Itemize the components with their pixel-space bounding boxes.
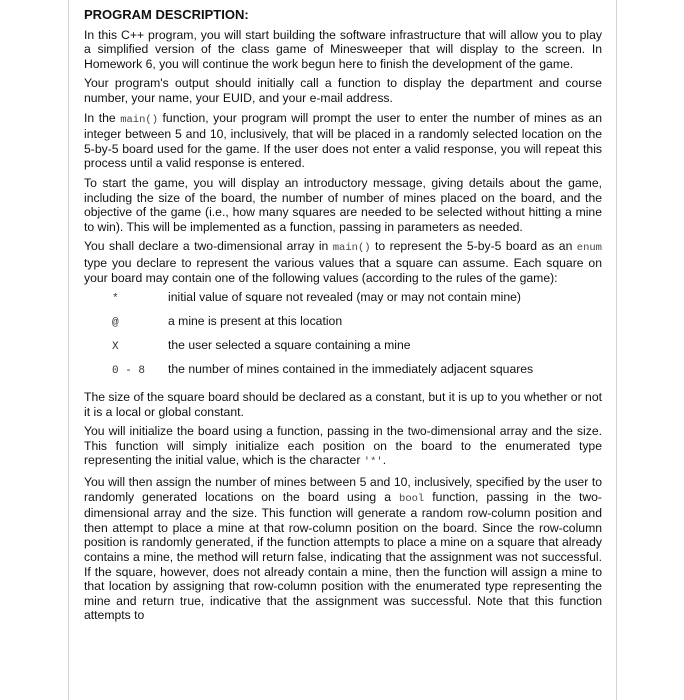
code-main: main() (332, 242, 371, 255)
legend-description: the number of mines contained in the immediately adjacent squares (168, 362, 534, 377)
legend-description: initial value of square not revealed (may or may not contain mine) (168, 290, 521, 305)
paragraph-output: Your program's output should initially call a function to display the department and course number, your name, your EUID, and your e-mail address. (84, 76, 602, 105)
page-border-left (68, 0, 69, 700)
page-border-right (616, 0, 617, 700)
legend-symbol: X (112, 341, 119, 354)
text: You will initialize the board using a function, passing in the two-dimensional array and the size. This function will simply initialize each position on the board to the enumerated type representing the initial value, which is the character (84, 424, 602, 468)
text: You will then assign the number of mines between 5 and 10, inclusively, specified by the user to randomly generated locations on the board using a (84, 475, 602, 504)
paragraph-intro: In this C++ program, you will start building the software infrastructure that will allow you to play a simplified version of the class game of Minesweeper that will display to the screen. In Homework 6, you will continue the work begun here to finish the development of the game. (84, 27, 602, 71)
legend-row (84, 290, 602, 314)
text: to represent the 5-by-5 board as an (370, 239, 577, 254)
text: In the (84, 110, 121, 125)
paragraph-board-array (84, 239, 602, 285)
text: function, your program will prompt the user to enter the number of mines as an integer between 5 and 10, inclusively, that will be placed in a randomly selected location on the 5-by-5 board used for the game. If the user does not enter a valid response, you will repeat this process until a valid response is entered. (84, 110, 602, 171)
paragraph-start-game: To start the game, you will display an introductory message, giving details about the game, including the size of the board, the number of number of mines placed on the board, and the objective of the game (i.e., how many squares are needed to be selected without hitting a mine to win). This will be implemented as a function, passing in parameters as needed. (84, 175, 602, 234)
paragraph-main-function (84, 111, 602, 171)
paragraph-board-size: The size of the square board should be declared as a constant, but it is up to you whether or not it is a local or global constant. (84, 390, 602, 419)
paragraph-initialize-board (84, 424, 602, 470)
text: You shall declare a two-dimensional array in (84, 239, 333, 254)
code-star-char: '*' (363, 456, 383, 469)
section-title: PROGRAM DESCRIPTION: (84, 7, 249, 22)
code-main: main() (120, 113, 158, 126)
legend-symbol: 0 - 8 (112, 365, 146, 378)
paragraph-assign-mines (84, 475, 602, 623)
legend-row (84, 338, 602, 362)
legend-row (84, 314, 602, 338)
square-values-legend (84, 290, 602, 386)
code-bool: bool (399, 492, 425, 505)
text: function, passing in the two-dimensional array and the size. This function will generate a random row-column position and then attempt to place a mine at that row-column position on the board. Since the row-column position is randomly generated, if the function attempts to place a mine on a square that already contains a mine, the method will return false, indicating that the assignment was not successful. If the square, however, does not already contain a mine, then the function will assign a mine to that location by assigning that row-column position with the enumerated type representing the mine and return true, indicative that the assignment was successful. Note that this function attempts to (84, 489, 602, 623)
legend-symbol: @ (112, 317, 119, 330)
document-body (84, 8, 602, 628)
legend-description: the user selected a square containing a mine (168, 338, 411, 353)
text: . (382, 453, 387, 468)
legend-symbol: * (112, 293, 119, 306)
text: type you declare to represent the various values that a square can assume. Each square on your board may contain one of the following values (according to the rules of the game): (84, 255, 602, 285)
code-enum: enum (576, 242, 602, 255)
legend-description: a mine is present at this location (168, 314, 343, 329)
legend-row (84, 362, 602, 386)
